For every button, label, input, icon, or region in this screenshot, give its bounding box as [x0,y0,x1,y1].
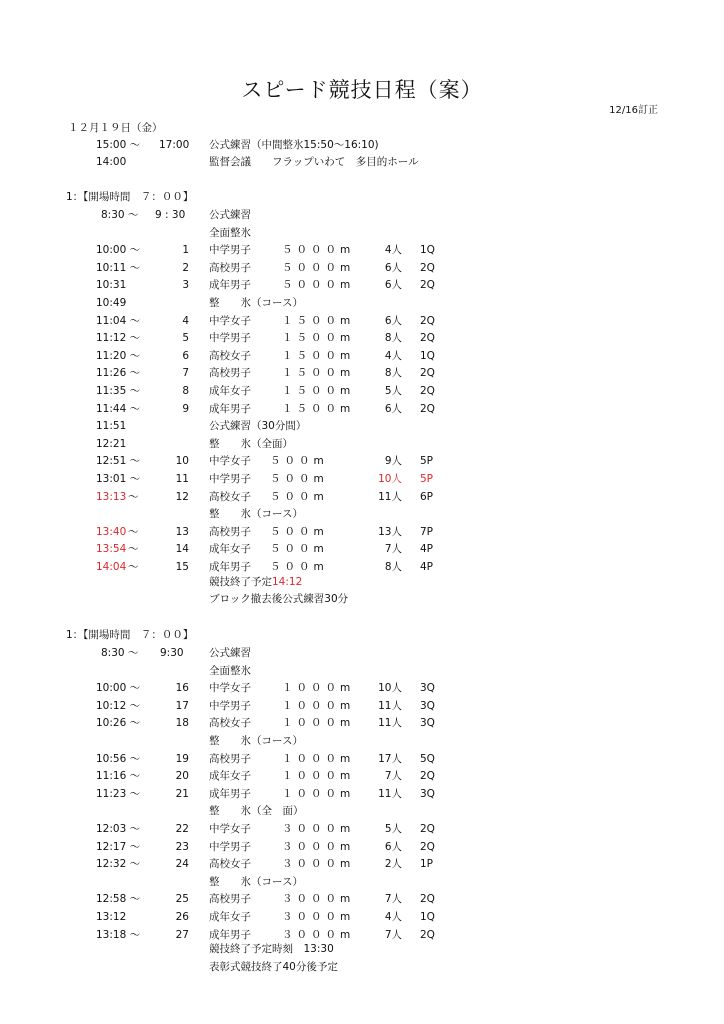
category: 中学女子 [209,314,251,327]
distance: ５００m [270,473,328,485]
start-time: 10:00 ～ [96,244,141,257]
start-time: 12:32 ～ [96,858,141,871]
entrant-count: 6人 [384,402,402,415]
entrant-count: 8人 [384,367,402,380]
schedule-row [0,507,724,521]
race-row [0,928,724,942]
category: 公式練習 [209,209,251,221]
schedule-row [0,875,724,889]
tilde: ～ [128,543,139,556]
race-number: 18 [175,717,189,730]
group-format: 2Q [420,402,435,415]
category: 成年男子 [209,928,251,941]
category: 高校男子 [209,261,251,274]
start-time: 13:01 ～ [96,473,141,485]
race-row [0,278,724,292]
group-format: 2Q [420,279,435,292]
start-time: 12:51 ～ [96,455,141,468]
start-time: 14:04 [96,561,127,573]
category: 中学男子 [209,473,251,485]
group-format: 2Q [420,770,435,783]
schedule-row [0,296,724,310]
start-time: 8:30 ～ [101,647,139,659]
group-format: 2Q [420,367,435,380]
schedule-row [0,437,724,451]
block2-after-note: 表彰式競技終了40分後予定 [209,961,338,973]
race-number: 6 [182,349,189,362]
group-format: 2Q [420,840,435,853]
category: 中学女子 [209,682,251,695]
race-number: 10 [175,455,189,468]
distance: １０００m [282,752,355,765]
race-number: 19 [175,752,189,765]
group-format: 5P [420,473,434,485]
category: 中学男子 [209,244,251,257]
race-row [0,822,724,836]
block2-end-note: 競技終了予定時刻 13:30 [209,943,334,955]
entrant-count: 7人 [384,893,402,906]
race-row [0,349,724,363]
race-number: 2 [182,261,189,274]
entrant-count: 5人 [384,385,402,397]
start-time: 11:23 ～ [96,787,141,800]
start-time: 10:31 [96,279,127,292]
distance: ３０００m [282,893,355,906]
category: 中学女子 [209,823,251,835]
group-format: 5P [420,455,434,468]
category: 中学男子 [209,840,251,853]
group-format: 7P [420,525,434,538]
distance: ５０００m [282,244,355,257]
category: 公式練習（30分間） [209,420,307,433]
start-time: 12:21 [96,437,127,450]
entrant-count: 6人 [384,261,402,274]
group-format: 2Q [420,823,435,835]
race-row [0,542,724,556]
race-number: 21 [175,787,189,800]
start-time: 10:11 ～ [96,261,141,274]
race-row [0,769,724,783]
category: 整 氷（コース） [209,735,303,747]
start-time: 13:13 [96,490,127,503]
distance: ３０００m [282,911,355,923]
race-number: 3 [182,279,189,292]
race-row [0,331,724,345]
distance: ３０００m [282,840,355,853]
distance: １０００m [282,770,355,783]
group-format: 5Q [420,752,435,765]
distance: １０００m [282,787,355,800]
group-format: 3Q [420,699,435,712]
category: 整 氷（全 面） [209,805,304,818]
group-format: 4P [420,561,434,573]
race-number: 26 [175,911,189,923]
group-format: 1Q [420,349,435,362]
schedule-row [0,646,724,660]
race-number: 24 [175,858,189,871]
group-format: 2Q [420,332,435,345]
race-number: 13 [175,525,189,538]
race-number: 5 [182,332,189,345]
race-number: 27 [175,928,189,941]
tilde: ～ [128,525,139,538]
start-time: 10:49 [96,297,127,309]
entrant-count: 5人 [384,823,402,835]
block1-after-note: ブロック撤去後公式練習30分 [209,593,349,605]
page-title: スピード競技日程（案） [241,78,483,102]
distance: １５００m [282,402,355,415]
race-number: 14 [175,543,189,556]
start-time: 12:03 ～ [96,823,141,835]
start-time: 11:44 ～ [96,402,141,415]
category: 中学女子 [209,455,251,468]
entrant-count: 4人 [384,349,402,362]
group-format: 1Q [420,911,435,923]
entrant-count: 11人 [378,490,402,503]
entrant-count: 6人 [384,840,402,853]
distance: １０００m [282,682,355,695]
distance: ３０００m [282,858,355,871]
entrant-count: 4人 [384,911,402,923]
race-number: 8 [182,385,189,397]
race-row [0,681,724,695]
block2-heading: 1：【開場時間 ７：００】 [66,629,194,641]
start-time: 11:12 ～ [96,332,141,345]
end-time: 9 : 30 [155,209,186,221]
category: 全面整氷 [209,664,251,677]
category: 高校男子 [209,367,251,380]
race-row [0,314,724,328]
race-row [0,402,724,416]
category: 成年男子 [209,561,251,573]
entrant-count: 6人 [384,279,402,292]
race-row [0,384,724,398]
schedule-row [0,208,724,222]
category: 公式練習 [209,647,251,659]
entrant-count: 7人 [384,770,402,783]
start-time: 11:51 [96,420,127,433]
entrant-count: 8人 [384,561,402,573]
schedule-row [0,226,724,240]
group-format: 3Q [420,787,435,800]
group-format: 1Q [420,244,435,257]
category: 高校女子 [209,490,251,503]
race-number: 23 [175,840,189,853]
race-number: 20 [175,770,189,783]
entrant-count: 10人 [378,473,402,485]
block1-heading: 1：【開場時間 ７：００】 [66,191,194,203]
race-row [0,840,724,854]
group-format: 3Q [420,682,435,695]
start-time: 11:26 ～ [96,367,141,380]
entrant-count: 2人 [384,858,402,871]
entrant-count: 7人 [384,543,402,556]
entrant-count: 7人 [384,928,402,941]
race-row [0,892,724,906]
distance: ５０００m [282,261,355,274]
start-time: 12:58 ～ [96,893,141,906]
race-row [0,787,724,801]
tilde: ～ [128,561,139,573]
start-time: 13:12 [96,911,127,923]
revision-note: 12/16訂正 [609,105,658,116]
category: 成年男子 [209,279,251,292]
race-row [0,525,724,539]
start-time: 10:12 ～ [96,699,141,712]
entrant-count: 11人 [378,699,402,712]
race-row [0,490,724,504]
category: 高校男子 [209,752,251,765]
start-time: 10:26 ～ [96,717,141,730]
group-format: 6P [420,490,434,503]
start-time: 11:35 ～ [96,385,141,397]
distance: １５００m [282,332,355,345]
race-number: 11 [175,473,189,485]
entrant-count: 11人 [378,787,402,800]
group-format: 3Q [420,717,435,730]
schedule-row [0,419,724,433]
category: 全面整氷 [209,226,251,239]
distance: １５００m [282,367,355,380]
race-row [0,910,724,924]
start-time: 12:17 ～ [96,840,141,853]
entrant-count: 8人 [384,332,402,345]
start-time: 11:20 ～ [96,349,141,362]
race-row [0,261,724,275]
tilde: ～ [128,490,139,503]
group-format: 2Q [420,893,435,906]
category: 成年女子 [209,543,251,556]
race-number: 16 [175,682,189,695]
race-number: 4 [182,314,189,327]
race-number: 1 [182,244,189,257]
distance: ５００m [270,490,328,503]
distance: ５０００m [282,279,355,292]
category: 高校女子 [209,717,251,730]
entrant-count: 17人 [378,752,402,765]
entrant-count: 11人 [378,717,402,730]
race-number: 15 [175,561,189,573]
group-format: 1P [420,858,434,871]
schedule-row [0,804,724,818]
start-time: 10:56 ～ [96,752,141,765]
start-time: 13:18 ～ [96,928,141,941]
start-time: 8:30 ～ [101,209,139,221]
start-time: 13:54 [96,543,127,556]
race-row [0,560,724,574]
entrant-count: 13人 [378,525,402,538]
category: 整 氷（コース） [209,508,303,521]
race-number: 22 [175,823,189,835]
distance: １０００m [282,699,355,712]
race-row [0,454,724,468]
category: 成年女子 [209,385,251,397]
race-row [0,366,724,380]
race-number: 12 [175,490,189,503]
category: 中学男子 [209,699,251,712]
start-time: 10:00 ～ [96,682,141,695]
category: 整 氷（コース） [209,875,303,888]
race-row [0,472,724,486]
end-time: 9:30 [160,647,184,659]
schedule-row [0,664,724,678]
race-row [0,699,724,713]
race-number: 7 [182,367,189,380]
distance: １５００m [282,385,355,397]
distance: ５００m [270,525,328,538]
category: 高校男子 [209,893,251,906]
race-row [0,752,724,766]
category: 中学男子 [209,332,251,345]
category: 成年男子 [209,402,251,415]
race-number: 25 [175,893,189,906]
day1-row: 15:00 ～ 17:00 公式練習（中間整氷15:50～16:10) [96,139,379,151]
race-row [0,716,724,730]
distance: ３０００m [282,823,355,835]
distance: １５００m [282,314,355,327]
entrant-count: 4人 [384,244,402,257]
block1-end-note: 競技終了予定14:12 [209,576,303,588]
group-format: 2Q [420,385,435,397]
category: 高校女子 [209,349,251,362]
distance: ５００m [270,543,328,556]
distance: １０００m [282,717,355,730]
category: 高校男子 [209,525,251,538]
entrant-count: 10人 [378,682,402,695]
start-time: 13:40 [96,525,127,538]
race-row [0,243,724,257]
group-format: 2Q [420,261,435,274]
category: 成年女子 [209,911,251,923]
day1-row: 14:00 監督会議 フラップいわて 多目的ホール [96,156,419,168]
distance: １５００m [282,349,355,362]
start-time: 11:04 ～ [96,314,141,327]
race-number: 17 [175,699,189,712]
category: 整 氷（全面） [209,437,293,450]
category: 整 氷（コース） [209,297,303,309]
group-format: 2Q [420,314,435,327]
race-number: 9 [182,402,189,415]
distance: ５００m [270,561,328,573]
start-time: 11:16 ～ [96,770,141,783]
distance: ５００m [270,455,328,468]
entrant-count: 6人 [384,314,402,327]
schedule-row [0,734,724,748]
date-heading: １２月１９日（金） [68,122,163,134]
group-format: 4P [420,543,434,556]
race-row [0,857,724,871]
category: 高校女子 [209,858,251,871]
group-format: 2Q [420,928,435,941]
category: 成年男子 [209,787,251,800]
category: 成年女子 [209,770,251,783]
entrant-count: 9人 [384,455,402,468]
distance: ３０００m [282,928,355,941]
